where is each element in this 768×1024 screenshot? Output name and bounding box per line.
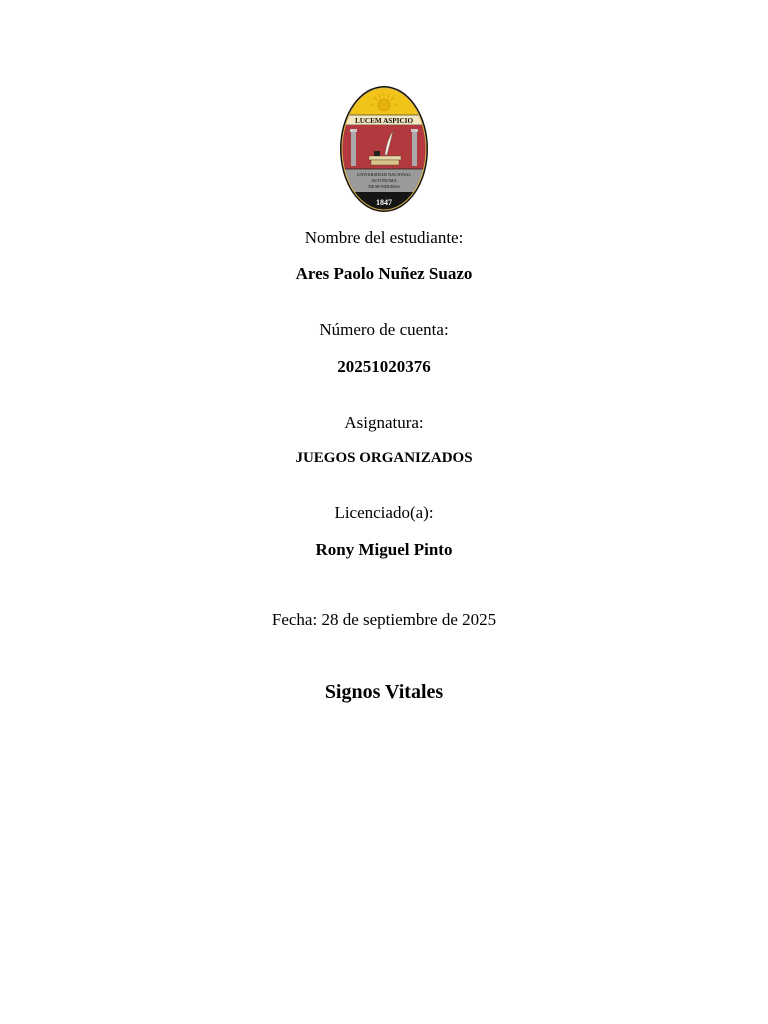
student-name-label: Nombre del estudiante:: [304, 228, 464, 247]
account-number-value: 20251020376: [337, 357, 431, 376]
teacher-value: Rony Miguel Pinto: [315, 540, 453, 559]
seal-motto: LUCEM ASPICIO: [354, 117, 414, 125]
seal-institution-line1: UNIVERSIDAD NACIONAL: [356, 172, 412, 177]
date-text: Fecha: 28 de septiembre de 2025: [271, 610, 497, 629]
seal-institution-line3: DE HONDURAS: [368, 184, 400, 189]
seal-year: 1847: [376, 198, 392, 207]
seal-institution-line2: AUTÓNOMA: [371, 178, 397, 183]
university-seal-logo: [339, 85, 429, 213]
account-number-label: Número de cuenta:: [319, 320, 449, 339]
teacher-label: Licenciado(a):: [334, 503, 434, 522]
student-name-value: Ares Paolo Nuñez Suazo: [295, 264, 473, 283]
subject-label: Asignatura:: [344, 413, 424, 432]
subject-value: JUEGOS ORGANIZADOS: [295, 450, 473, 466]
document-title: Signos Vitales: [324, 681, 444, 703]
